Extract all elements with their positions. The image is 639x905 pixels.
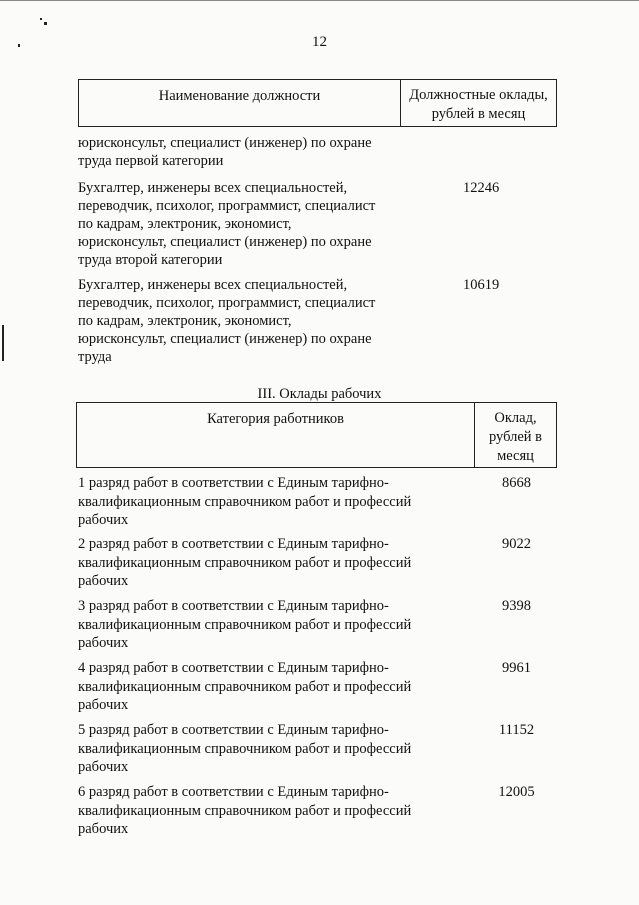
text-line: квалификационным справочником работ и профессий — [78, 740, 412, 757]
text-line: Бухгалтер, инженеры всех специальностей, — [78, 180, 348, 196]
scan-speck — [40, 18, 42, 20]
text-line: 5 разряд работ в соответствии с Единым тарифно- — [78, 722, 389, 738]
text-line: квалификационным справочником работ и профессий — [78, 493, 412, 510]
text-line: переводчик, психолог, программист, специалист — [78, 198, 376, 214]
table-row — [78, 276, 557, 366]
salary-value: 12005 — [498, 784, 535, 800]
salary-column-header — [401, 80, 556, 126]
text-line: квалификационным справочником работ и профессий — [78, 554, 412, 571]
salary-value: 9961 — [502, 660, 531, 676]
text-line: юрисконсульт, специалист (инженер) по охране — [78, 135, 372, 151]
text-line: по кадрам, электроник, экономист, — [78, 313, 292, 329]
table-row — [78, 474, 557, 530]
salary-value: 9398 — [502, 598, 531, 614]
text-line: труда первой категории — [78, 153, 224, 169]
text-line: рабочих — [78, 697, 129, 713]
text-line: квалификационным справочником работ и профессий — [78, 678, 412, 695]
text-line: 6 разряд работ в соответствии с Единым тарифно- — [78, 784, 389, 800]
salary-value: 11152 — [498, 722, 535, 738]
scan-edge-top — [0, 0, 639, 1]
table-row — [78, 783, 557, 839]
salary-header-line: Должностные оклады, — [409, 87, 548, 103]
scan-speck — [44, 22, 47, 25]
salary-header-line: рублей в месяц — [431, 106, 526, 122]
table-row — [78, 659, 557, 715]
text-line: рабочих — [78, 635, 129, 651]
category-name — [78, 783, 448, 839]
text-line: 2 разряд работ в соответствии с Единым тарифно- — [78, 536, 389, 552]
table-row — [78, 134, 557, 170]
position-name — [78, 134, 408, 170]
category-name — [78, 474, 448, 530]
text-line: рабочих — [78, 573, 129, 589]
category-name — [78, 535, 448, 591]
section-title: III. Оклады рабочих — [257, 386, 382, 402]
text-line: 3 разряд работ в соответствии с Единым тарифно- — [78, 598, 389, 614]
workers-table-header — [76, 402, 557, 468]
text-line: труда второй категории — [78, 252, 223, 268]
text-line: рабочих — [78, 821, 129, 837]
position-name — [78, 276, 408, 366]
table-row — [78, 721, 557, 777]
text-line: юрисконсульт, специалист (инженер) по охране — [78, 331, 372, 347]
category-name — [78, 721, 448, 777]
text-line: квалификационным справочником работ и профессий — [78, 616, 412, 633]
category-name — [78, 597, 448, 653]
salary-value: 8668 — [502, 475, 531, 491]
text-line: квалификационным справочником работ и профессий — [78, 802, 412, 819]
table-row — [78, 597, 557, 653]
table-row — [78, 179, 557, 269]
salary-column-header — [475, 403, 556, 467]
positions-table-header — [78, 79, 557, 127]
position-name — [78, 179, 408, 269]
position-column-header: Наименование должности — [79, 80, 401, 126]
salary-header-line: Оклад, — [494, 410, 537, 426]
text-line: Бухгалтер, инженеры всех специальностей, — [78, 277, 348, 293]
salary-value: 10619 — [463, 277, 500, 293]
category-name — [78, 659, 448, 715]
category-column-header: Категория работников — [77, 403, 475, 467]
text-line: труда — [78, 349, 112, 365]
scan-edge-mark — [2, 325, 4, 361]
text-line: рабочих — [78, 512, 129, 528]
text-line: рабочих — [78, 759, 129, 775]
text-line: 1 разряд работ в соответствии с Единым тарифно- — [78, 475, 389, 491]
salary-value: 9022 — [502, 536, 531, 552]
salary-header-line: месяц — [497, 448, 534, 464]
text-line: 4 разряд работ в соответствии с Единым тарифно- — [78, 660, 389, 676]
salary-header-line: рублей в — [488, 429, 543, 445]
salary-value: 12246 — [463, 180, 500, 196]
table-row — [78, 535, 557, 591]
text-line: по кадрам, электроник, экономист, — [78, 216, 292, 232]
page-number: 12 — [312, 34, 327, 50]
text-line: переводчик, психолог, программист, специалист — [78, 295, 376, 311]
text-line: юрисконсульт, специалист (инженер) по охране — [78, 234, 372, 250]
